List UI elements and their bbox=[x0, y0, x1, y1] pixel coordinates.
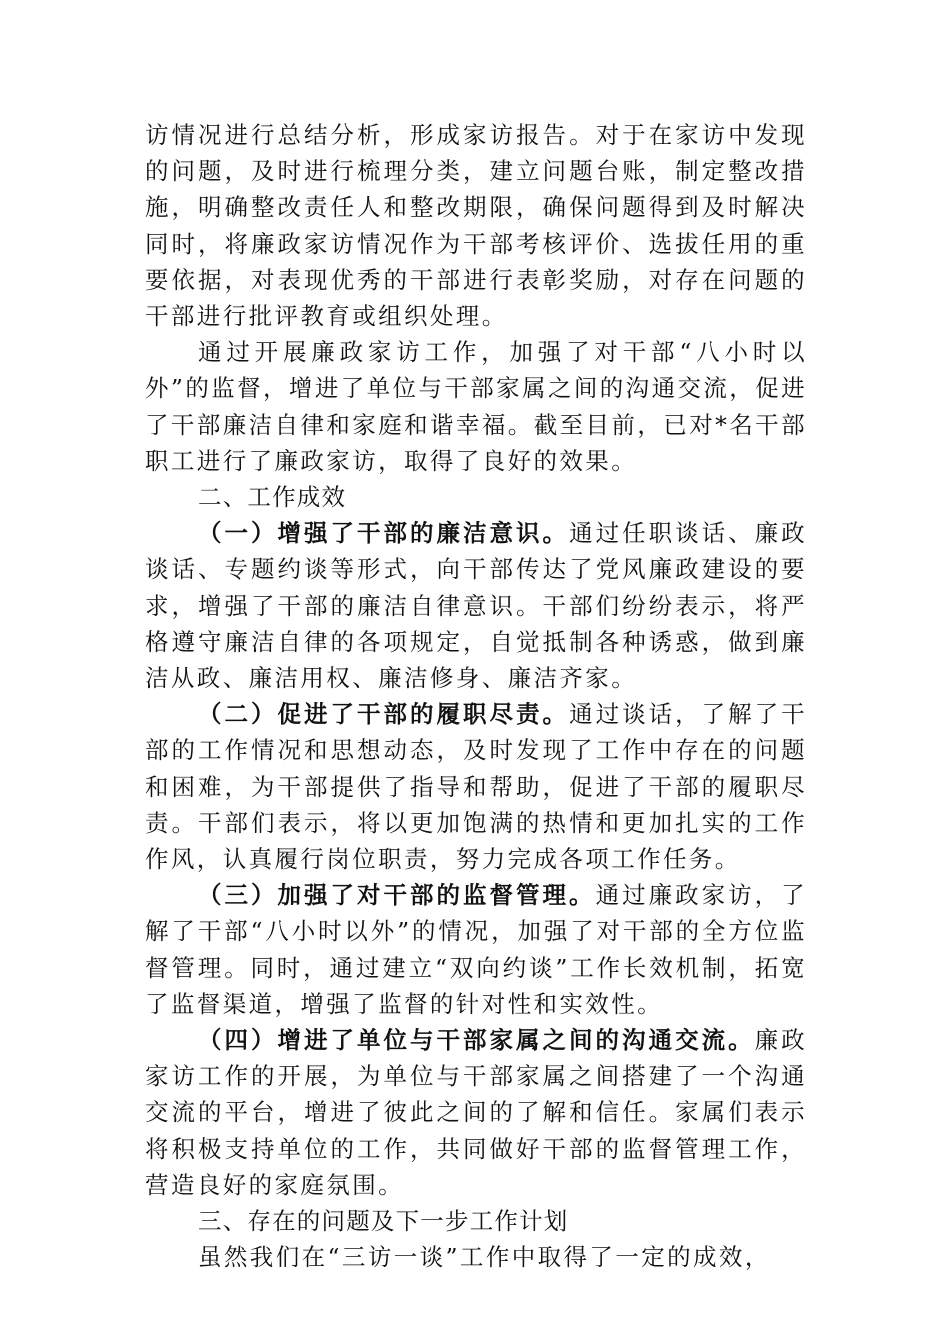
paragraph-last: 虽然我们在“三访一谈”工作中取得了一定的成效， bbox=[198, 1243, 771, 1272]
result-title-2: （二）促进了干部的履职尽责。 bbox=[198, 700, 570, 729]
paragraph-summary: 通过开展廉政家访工作，加强了对干部“八小时以外”的监督，增进了单位与干部家属之间的沟通交流，促进了干部廉洁自律和家庭和谐幸福。截至目前，已对*名干部职工进行了廉政家访，取得了良好的效果。 bbox=[145, 338, 807, 475]
result-paragraph-2 bbox=[145, 696, 807, 877]
result-paragraph-4 bbox=[145, 1022, 807, 1203]
document-body bbox=[145, 117, 807, 1276]
paragraph-continued: 访情况进行总结分析，形成家访报告。对于在家访中发现的问题，及时进行梳理分类，建立问题台账，制定整改措施，明确整改责任人和整改期限，确保问题得到及时解决同时，将廉政家访情况作为干部考核评价、选拔任用的重要依据，对表现优秀的干部进行表彰奖励，对存在问题的干部进行批评教育或组织处理。 bbox=[145, 121, 807, 331]
result-title-1: （一）增强了干部的廉洁意识。 bbox=[198, 519, 570, 548]
result-body-4: 廉政家访工作的开展，为单位与干部家属之间搭建了一个沟通交流的平台，增进了彼此之间的了解和信任。家属们表示将积极支持单位的工作，共同做好干部的监督管理工作，营造良好的家庭氛围。 bbox=[145, 1026, 807, 1199]
result-body-3: 通过廉政家访，了解了干部“八小时以外”的情况，加强了对干部的全方位监督管理。同时，通过建立“双向约谈”工作长效机制，拓宽了监督渠道，增强了监督的针对性和实效性。 bbox=[145, 881, 808, 1018]
result-body-1: 通过任职谈话、廉政谈话、专题约谈等形式，向干部传达了党风廉政建设的要求，增强了干部的廉洁自律意识。干部们纷纷表示，将严格遵守廉洁自律的各项规定，自觉抵制各种诱惑，做到廉洁从政、廉洁用权、廉洁修身、廉洁齐家。 bbox=[145, 519, 807, 693]
result-title-4: （四）增进了单位与干部家属之间的沟通交流。 bbox=[198, 1026, 755, 1055]
result-paragraph-3 bbox=[145, 877, 807, 1022]
result-paragraph-1 bbox=[145, 515, 807, 696]
section-heading-problems: 三、存在的问题及下一步工作计划 bbox=[198, 1207, 569, 1236]
section-heading-results: 二、工作成效 bbox=[198, 483, 347, 512]
result-title-3: （三）加强了对干部的监督管理。 bbox=[198, 881, 596, 910]
result-body-2: 通过谈话，了解了干部的工作情况和思想动态，及时发现了工作中存在的问题和困难，为干部提供了指导和帮助，促进了干部的履职尽责。干部们表示，将以更加饱满的热情和更加扎实的工作作风，认真履行岗位职责，努力完成各项工作任务。 bbox=[145, 700, 807, 874]
